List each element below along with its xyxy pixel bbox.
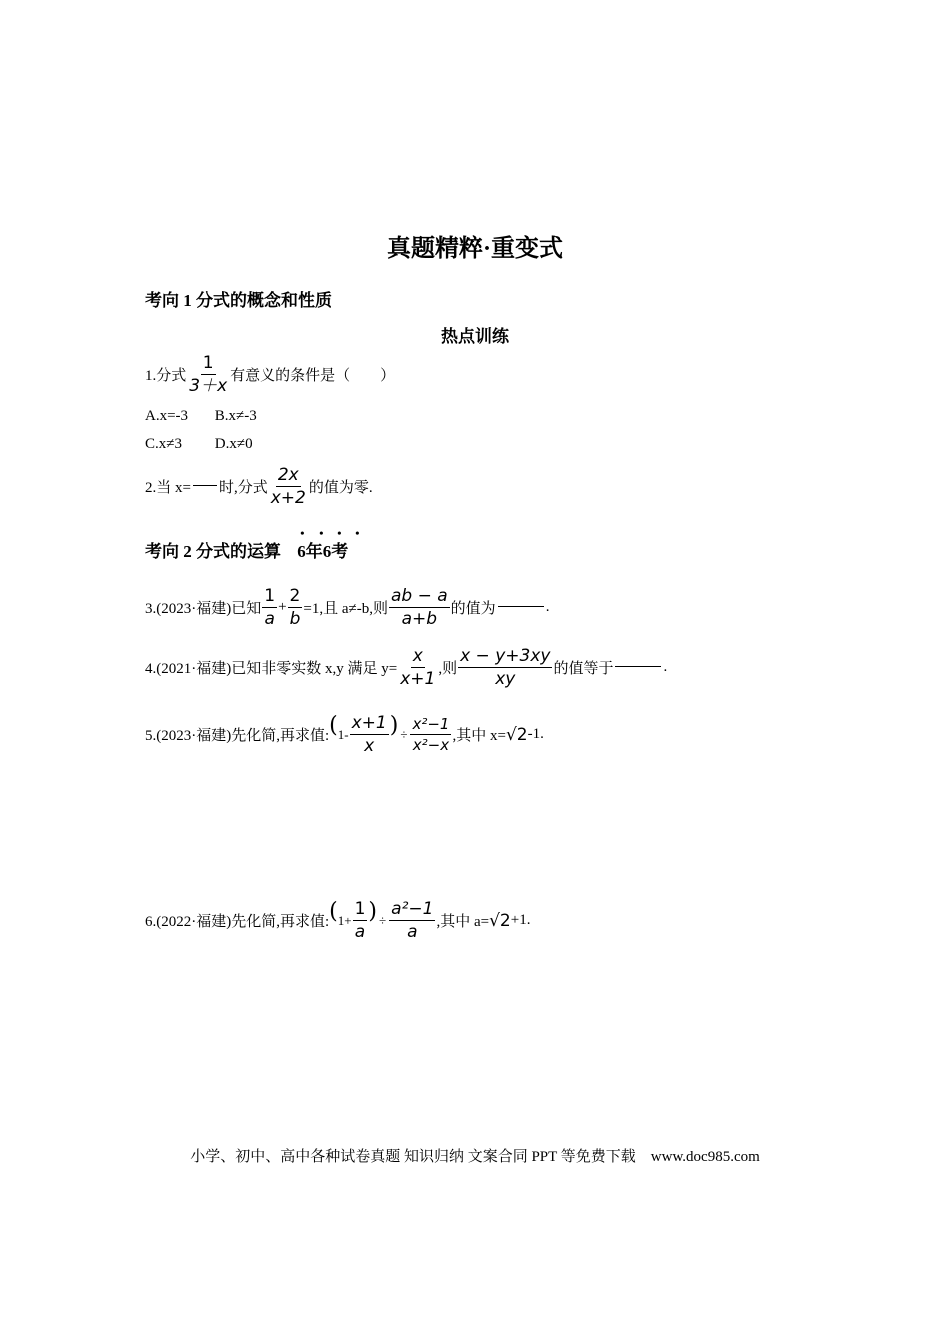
q6-root: √2: [489, 910, 511, 931]
footer-text: 小学、初中、高中各种试卷真题 知识归纳 文案合同 PPT 等免费下载 www.doc985.com: [190, 1149, 760, 1165]
q4-fraction-2: $\frac{x - y+3xy}{xy}$: [460, 646, 551, 689]
q1-prefix: 1.分式: [145, 368, 187, 384]
q3-mid: =1,且 a≠-b,则: [303, 601, 388, 617]
q5-prefix: 5.(2023·福建)先化简,再求值:: [145, 728, 330, 744]
q6-close-paren: ): [368, 899, 378, 924]
section-heading-2: [145, 526, 360, 562]
q4-answer-blank[interactable]: [615, 665, 661, 667]
question-4: 4.(2021·福建)已知非零实数 x,y 满足 y= $\frac{x}{x+1}$ ,则 $\frac{x - y+3xy}{xy}$ 的值等于 .: [145, 646, 668, 689]
q5-close-paren: ): [389, 713, 399, 738]
question-3: 3.(2023·福建)已知 $\frac{1}{a}$ + $\frac{2}{b}$ =1,且 a≠-b,则 $\frac{ab - a}{a+b}$ 的值为 .: [145, 586, 550, 629]
q2-suffix: 的值为零.: [308, 480, 373, 496]
q6-fraction-2: $\frac{\text{a²−1}}{a}$: [391, 899, 434, 942]
q5-inner: 1-: [337, 726, 349, 742]
option-c: C.x≠3: [145, 436, 182, 452]
option-b: B.x≠-3: [214, 408, 257, 424]
q1-options-row-2: [145, 436, 253, 453]
q2-fraction: [269, 464, 308, 509]
section-2-badge: • • • • 6年6考: [297, 526, 360, 561]
section-heading-1: 考向 1 分式的概念和性质: [145, 291, 332, 310]
q6-mid: ,其中 a=: [436, 914, 490, 930]
q3-fraction-1: $\frac{1}{a}$: [264, 586, 276, 629]
q6-open-paren: (: [329, 899, 338, 924]
q1-fraction: [187, 352, 229, 397]
q5-fraction-2: $\frac{\text{x²−1}}{\text{x²−x}}$: [412, 715, 450, 754]
q1-suffix: 有意义的条件是（ ）: [230, 368, 396, 384]
q6-suffix: +1.: [510, 912, 531, 928]
q6-fraction-1: $\frac{1}{a}$: [354, 899, 366, 942]
q1-options-row-1: [145, 408, 257, 425]
q4-suffix: 的值等于: [553, 661, 614, 677]
subtitle: 热点训练: [441, 327, 509, 346]
q3-suffix: 的值为: [450, 601, 496, 617]
q3-fraction-3: $\frac{ab - a}{a+b}$: [390, 586, 448, 629]
q5-divide: ÷: [400, 726, 408, 742]
q2-answer-blank[interactable]: [193, 484, 217, 486]
q5-mid: ,其中 x=: [452, 728, 506, 744]
q5-open-paren: (: [329, 713, 338, 738]
question-5: [145, 712, 544, 757]
q5-fraction-1: $\frac{x+1}{x}$: [351, 713, 387, 756]
q1-numerator: 1: [202, 353, 214, 373]
question-2: [145, 464, 373, 509]
q3-fraction-2: $\frac{2}{b}$: [289, 586, 301, 629]
question-1: [145, 352, 395, 397]
q6-prefix: 6.(2022·福建)先化简,再求值:: [145, 914, 330, 930]
q4-mid: ,则: [438, 661, 458, 677]
q6-divide: ÷: [379, 912, 387, 928]
q2-prefix: 2.当 x=: [145, 480, 191, 496]
q1-denominator: 3＋x: [189, 376, 228, 396]
q3-answer-blank[interactable]: [498, 605, 544, 607]
q2-denominator: x+2: [270, 488, 306, 508]
q2-mid: 时,分式: [218, 480, 268, 496]
question-6: [145, 898, 530, 943]
q3-prefix: 3.(2023·福建)已知: [145, 601, 262, 617]
q2-numerator: 2x: [277, 465, 299, 485]
q6-inner: 1+: [337, 912, 352, 928]
option-a: A.x=-3: [145, 408, 189, 424]
page-title: 真题精粹·重变式: [386, 236, 563, 262]
section-2-label: 考向 2 分式的运算: [145, 542, 281, 561]
q5-suffix: -1.: [527, 726, 544, 742]
q3-plus: +: [278, 599, 287, 615]
option-d: D.x≠0: [214, 436, 253, 452]
q4-fraction-1: $\frac{x}{x+1}$: [400, 646, 436, 689]
q5-root: √2: [505, 724, 528, 745]
q4-prefix: 4.(2021·福建)已知非零实数 x,y 满足 y=: [145, 661, 398, 677]
